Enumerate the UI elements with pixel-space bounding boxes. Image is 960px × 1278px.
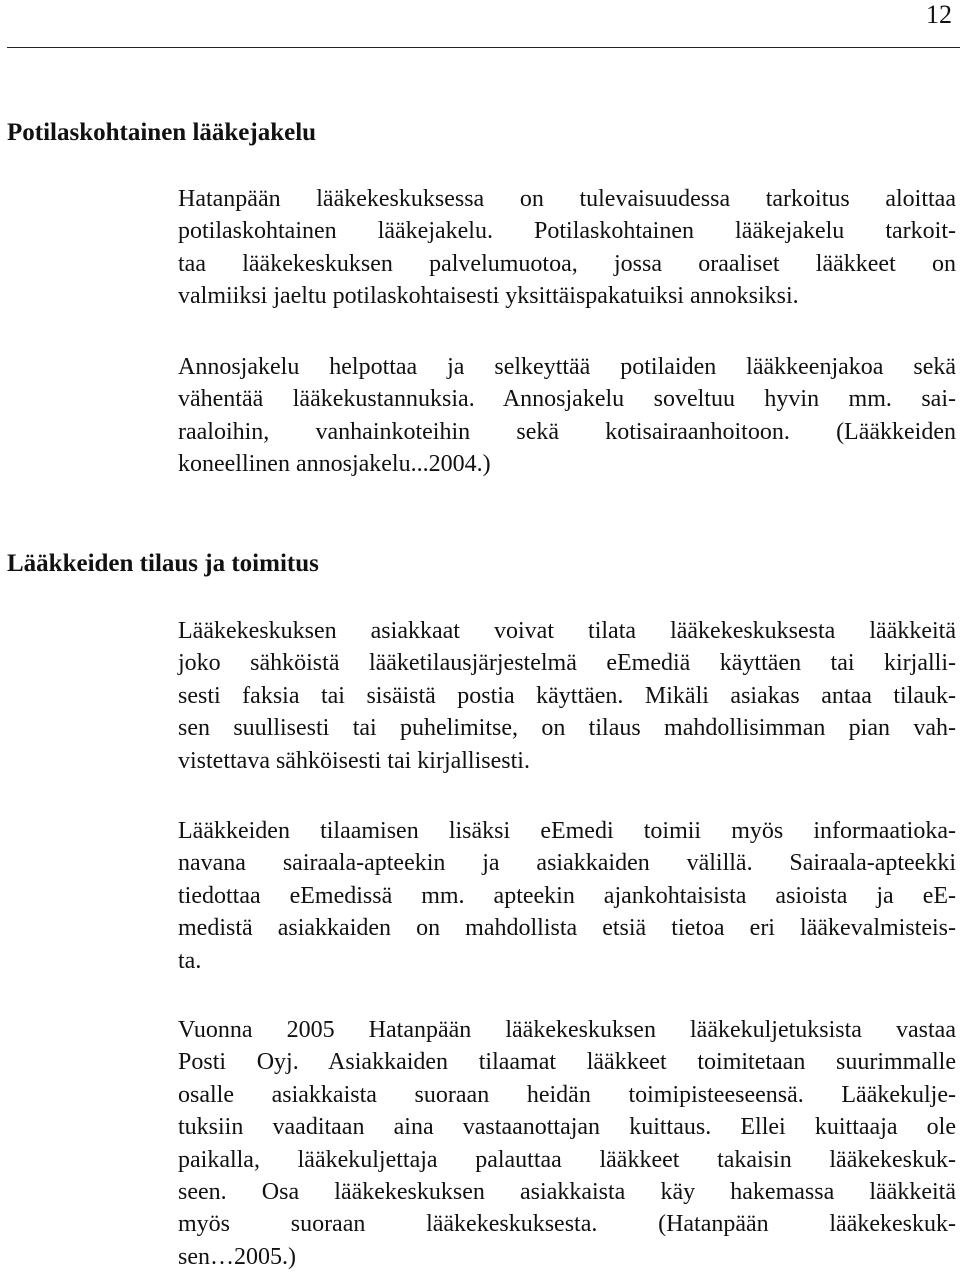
paragraph	[178, 615, 956, 777]
text-line: valmiiksi jaeltu potilaskohtaisesti yksittäispakatuiksi annoksiksi.	[178, 283, 799, 310]
paragraph	[178, 815, 956, 977]
paragraph	[178, 1014, 956, 1273]
text-line: ta.	[178, 947, 202, 974]
text-line: taa lääkekeskuksen palvelumuotoa, jossa oraaliset lääkkeet on	[178, 250, 956, 277]
text-line: vähentää lääkekustannuksia. Annosjakelu soveltuu hyvin mm. sai-	[178, 386, 956, 413]
text-line: potilaskohtainen lääkejakelu. Potilaskohtainen lääkejakelu tarkoit-	[178, 218, 956, 245]
text-line: tuksiin vaaditaan aina vastaanottajan kuittaus. Ellei kuittaaja ole	[178, 1114, 956, 1141]
text-line: myös suoraan lääkekeskuksesta. (Hatanpään lääkekeskuk-	[178, 1211, 956, 1238]
text-line: Posti Oyj. Asiakkaiden tilaamat lääkkeet toimitetaan suurimmalle	[178, 1049, 956, 1076]
text-line: sen suullisesti tai puhelimitse, on tilaus mahdollisimman pian vah-	[178, 715, 956, 742]
text-line: Lääkkeiden tilaamisen lisäksi eEmedi toimii myös informaatioka-	[178, 818, 956, 844]
text-line: tiedottaa eEmedissä mm. apteekin ajankohtaisista asioista ja eE-	[178, 882, 956, 909]
text-line: paikalla, lääkekuljettaja palauttaa lääkkeet takaisin lääkekeskuk-	[178, 1146, 956, 1173]
text-line: sesti faksia tai sisäistä postia käyttäen. Mikäli asiakas antaa tilauk-	[178, 682, 956, 709]
section-heading: Potilaskohtainen lääkejakelu	[7, 119, 317, 146]
text-line: navana sairaala-apteekin ja asiakkaiden välillä. Sairaala-apteekki	[178, 850, 956, 877]
text-line: seen. Osa lääkekeskuksen asiakkaista käy hakemassa lääkkeitä	[178, 1178, 956, 1205]
text-line: Annosjakelu helpottaa ja selkeyttää potilaiden lääkkeenjakoa sekä	[178, 354, 956, 380]
text-line: Vuonna 2005 Hatanpään lääkekeskuksen lääkekuljetuksista vastaa	[178, 1017, 956, 1043]
section-heading: Lääkkeiden tilaus ja toimitus	[7, 550, 319, 577]
text-line: osalle asiakkaista suoraan heidän toimipisteeseensä. Lääkekulje-	[178, 1081, 956, 1108]
paragraph	[178, 351, 956, 481]
text-line: medistä asiakkaiden on mahdollista etsiä tietoa eri lääkevalmisteis-	[178, 915, 956, 942]
text-line: Hatanpään lääkekeskuksessa on tulevaisuudessa tarkoitus aloittaa	[178, 186, 956, 212]
text-line: koneellinen annosjakelu...2004.)	[178, 451, 491, 478]
header-rule	[7, 47, 960, 48]
text-line: joko sähköistä lääketilausjärjestelmä eEmediä käyttäen tai kirjalli-	[178, 650, 956, 677]
text-line: Lääkekeskuksen asiakkaat voivat tilata lääkekeskuksesta lääkkeitä	[178, 618, 956, 644]
text-line: raaloihin, vanhainkoteihin sekä kotisairaanhoitoon. (Lääkkeiden	[178, 418, 956, 445]
text-line: vistettava sähköisesti tai kirjallisesti.	[178, 747, 530, 774]
page-number: 12	[926, 0, 952, 29]
text-line: sen…2005.)	[178, 1243, 296, 1270]
paragraph	[178, 183, 956, 313]
